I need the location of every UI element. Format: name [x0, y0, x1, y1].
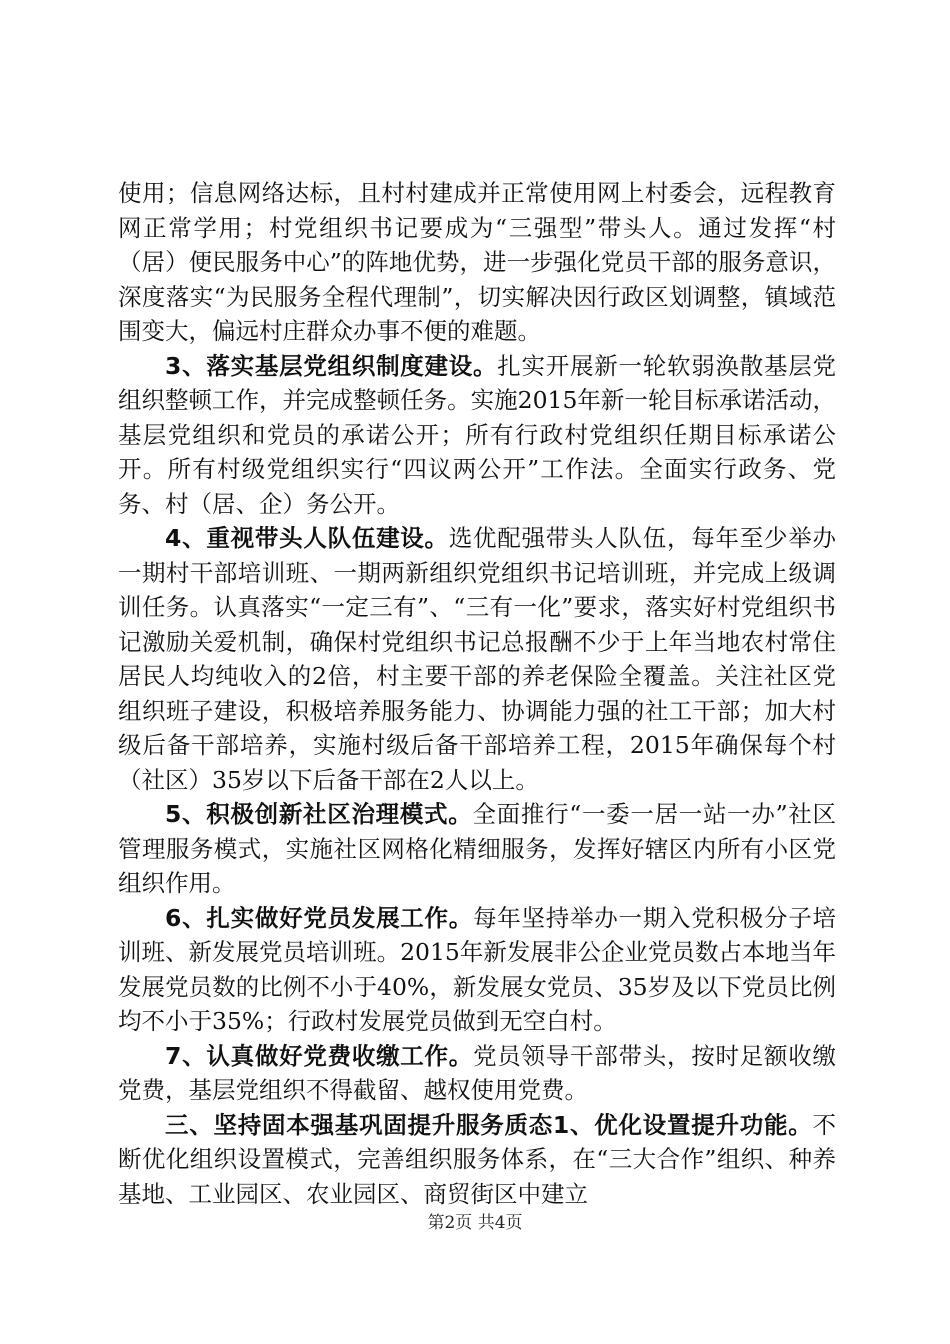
paragraph-heading: 7、认真做好党费收缴工作。 — [165, 1041, 474, 1070]
paragraph-section-3 — [118, 349, 836, 522]
paragraph-text: 不断优化组织设置模式，完善组织服务体系，在“三大合作”组织、种养基地、工业园区、农业园区、商贸街区中建立 — [118, 1110, 836, 1208]
paragraph-heading: 三、坚持固本强基巩固提升服务质态1、优化设置提升功能。 — [165, 1110, 813, 1139]
paragraph-part-3 — [118, 1108, 836, 1212]
paragraph-text: 党员领导干部带头，按时足额收缴党费，基层党组织不得截留、越权使用党费。 — [118, 1041, 837, 1104]
paragraph-text: 选优配强带头人队伍，每年至少举办一期村干部培训班、一期两新组织党组织书记培训班，并完成上级调训任务。认真落实“一定三有”、“三有一化”要求，落实好村党组织书记激励关爱机制，确保村党组织书记总报酬不少于上年当地农村常住居民人均纯收入的2倍，村主要干部的养老保险全覆盖。关注社区党组织班子建设，积极培养服务能力、协调能力强的社工干部；加大村级后备干部培养，实施村级后备干部培养工程，2015年确保每个村（社区）35岁以下后备干部在2人以上。 — [118, 524, 837, 794]
document-body — [118, 176, 836, 1211]
paragraph-section-6 — [118, 901, 836, 1039]
paragraph-heading: 5、积极创新社区治理模式。 — [165, 800, 473, 828]
paragraph-text: 扎实开展新一轮软弱涣散基层党组织整顿工作，并完成整顿任务。实施2015年新一轮目标承诺活动，基层党组织和党员的承诺公开；所有行政村党组织任期目标承诺公开。所有村级党组织实行“四议两公开”工作法。全面实行政务、党务、村（居、企）务公开。 — [118, 351, 836, 518]
paragraph-text: 使用；信息网络达标，且村村建成并正常使用网上村委会，远程教育网正常学用；村党组织书记要成为“三强型”带头人。通过发挥“村（居）便民服务中心”的阵地优势，进一步强化党员干部的服务意识，深度落实“为民服务全程代理制”，切实解决因行政区划调整，镇域范围变大，偏远村庄群众办事不便的难题。 — [118, 179, 836, 345]
paragraph-continuation — [118, 176, 836, 349]
paragraph-text: 每年坚持举办一期入党积极分子培训班、新发展党员培训班。2015年新发展非公企业党员数占本地当年发展党员数的比例不小于40%，新发展女党员、35岁及以下党员比例均不小于35%；行政村发展党员做到无空白村。 — [118, 903, 837, 1035]
paragraph-heading: 4、重视带头人队伍建设。 — [165, 524, 449, 552]
page-number-label: 第2页 共4页 — [427, 1213, 523, 1233]
paragraph-heading: 6、扎实做好党员发展工作。 — [165, 903, 474, 932]
paragraph-heading: 3、落实基层党组织制度建设。 — [165, 351, 498, 380]
paragraph-section-4 — [118, 521, 836, 797]
page-footer — [0, 1212, 950, 1234]
paragraph-text: 全面推行“一委一居一站一办”社区管理服务模式，实施社区网格化精细服务，发挥好辖区内所有小区党组织作用。 — [118, 800, 837, 897]
paragraph-section-5 — [118, 797, 836, 901]
paragraph-section-7 — [118, 1039, 836, 1108]
